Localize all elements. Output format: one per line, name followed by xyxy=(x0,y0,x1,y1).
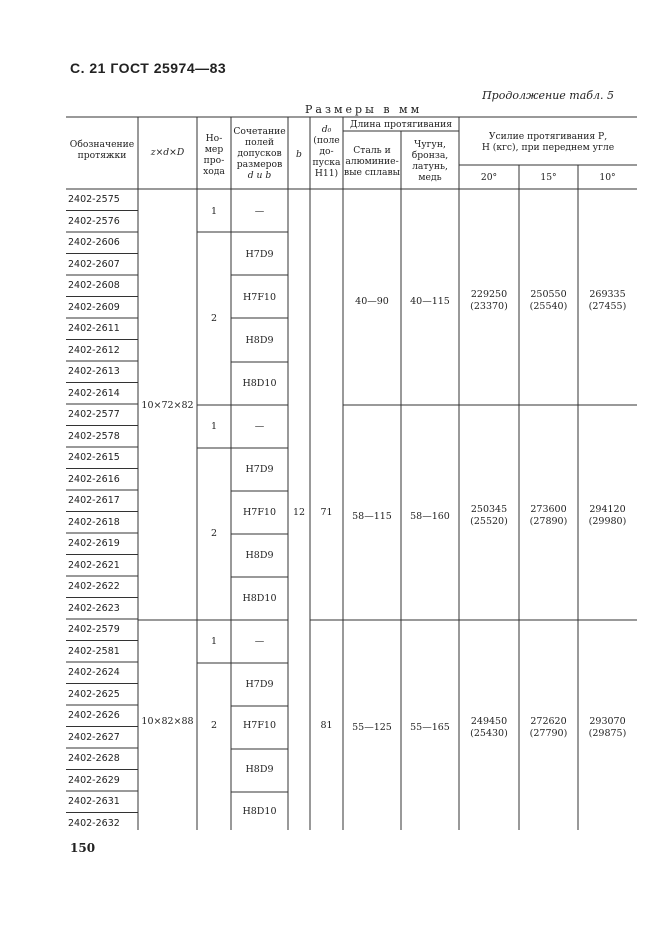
designation-cell: 2402-2631 xyxy=(68,796,120,807)
designation-cell: 2402-2612 xyxy=(68,344,120,356)
designation-cell: 2402-2575 xyxy=(68,194,120,205)
length-iron: 58—160 xyxy=(410,511,450,522)
header-pass-no: Но- мер про- хода xyxy=(203,133,225,177)
header-d0: d₀ (поле до- пуска Н11) xyxy=(312,124,341,179)
tolerance-value: H8D9 xyxy=(245,550,274,561)
force-10: 269335 (27455) xyxy=(588,289,627,312)
pass-value: 1 xyxy=(210,421,218,432)
header-length-steel: Сталь и алюминие- вые сплавы xyxy=(344,145,400,178)
d0-value: 71 xyxy=(320,507,333,518)
length-steel: 55—125 xyxy=(352,722,392,733)
designation-cell: 2402-2632 xyxy=(68,817,120,829)
page-header: С. 21 ГОСТ 25974—83 xyxy=(70,60,227,76)
tolerance-value: — xyxy=(254,421,265,432)
tolerance-value: H7F10 xyxy=(242,720,276,731)
tolerance-value: — xyxy=(254,206,265,217)
pass-value: 2 xyxy=(210,720,218,731)
page-number: 150 xyxy=(70,841,96,855)
designation-cell: 2402-2625 xyxy=(68,688,120,700)
tolerance-value: H8D9 xyxy=(245,764,274,775)
force-20: 229250 (23370) xyxy=(470,289,508,312)
designation-cell: 2402-2613 xyxy=(68,366,120,377)
designation-cell: 2402-2606 xyxy=(68,237,120,248)
tolerance-value: H7F10 xyxy=(242,292,276,303)
designation-cell: 2402-2609 xyxy=(68,301,120,313)
tolerance-value: H7F10 xyxy=(242,507,276,518)
b-value: 12 xyxy=(292,507,306,518)
tolerance-value: H8D10 xyxy=(242,806,277,817)
designation-cell: 2402-2611 xyxy=(68,323,120,334)
designation-cell: 2402-2577 xyxy=(68,409,120,420)
force-20: 249450 (25430) xyxy=(470,716,508,739)
zdD-group-1: 10×72×82 xyxy=(141,400,194,411)
designation-cell: 2402-2581 xyxy=(68,645,120,657)
designation-cell: 2402-2576 xyxy=(68,215,120,227)
header-force: Усилие протягивания Р, Н (кгс), при переднем угле xyxy=(481,131,615,153)
dimensions-label: Размеры в мм xyxy=(305,103,423,116)
tolerance-value: H7D9 xyxy=(245,249,274,260)
length-steel: 58—115 xyxy=(352,511,392,522)
tolerance-value: H8D9 xyxy=(245,335,274,346)
tolerance-value: H8D10 xyxy=(242,378,277,389)
force-20: 250345 (25520) xyxy=(470,504,508,527)
header-designation: Обозначение протяжки xyxy=(69,139,135,161)
header-tolerance-combo: Сочетание полей допусков размеров d и b xyxy=(233,126,286,181)
designation-cell: 2402-2616 xyxy=(68,473,120,485)
tolerance-value: H8D10 xyxy=(242,593,277,604)
header-b: b xyxy=(296,149,302,160)
designation-cell: 2402-2614 xyxy=(68,387,120,399)
designation-cell: 2402-2615 xyxy=(68,452,120,463)
pass-value: 2 xyxy=(210,313,218,324)
length-iron: 55—165 xyxy=(410,722,450,733)
designation-cell: 2402-2624 xyxy=(68,667,120,678)
designation-cell: 2402-2621 xyxy=(68,559,120,571)
force-10: 294120 (29980) xyxy=(588,504,627,527)
header-angle-15: 15° xyxy=(540,172,557,183)
designation-cell: 2402-2619 xyxy=(68,538,120,549)
tolerance-value: — xyxy=(254,636,265,647)
header-length-iron: Чугун, бронза, латунь, медь xyxy=(411,139,449,183)
designation-cell: 2402-2608 xyxy=(68,280,120,291)
force-10: 293070 (29875) xyxy=(588,716,627,739)
force-15: 273600 (27890) xyxy=(529,504,568,527)
header-angle-10: 10° xyxy=(599,172,616,183)
pass-value: 2 xyxy=(210,528,218,539)
designation-cell: 2402-2622 xyxy=(68,581,120,592)
continuation-label: Продолжение табл. 5 xyxy=(482,89,614,102)
d0-value: 81 xyxy=(320,720,333,731)
force-15: 272620 (27790) xyxy=(529,716,568,739)
pass-value: 1 xyxy=(210,206,218,217)
designation-cell: 2402-2627 xyxy=(68,731,120,743)
designation-cell: 2402-2579 xyxy=(68,624,120,635)
designation-cell: 2402-2629 xyxy=(68,774,120,786)
designation-cell: 2402-2623 xyxy=(68,602,120,614)
designation-cell: 2402-2618 xyxy=(68,516,120,528)
header-zdD: z×d×D xyxy=(150,147,185,158)
designation-cell: 2402-2626 xyxy=(68,710,120,721)
designation-cell: 2402-2617 xyxy=(68,495,120,506)
pass-value: 1 xyxy=(210,636,218,647)
force-15: 250550 (25540) xyxy=(529,289,568,312)
length-steel: 40—90 xyxy=(355,296,389,307)
tolerance-value: H7D9 xyxy=(245,464,274,475)
tolerance-value: H7D9 xyxy=(245,679,274,690)
length-iron: 40—115 xyxy=(410,296,450,307)
header-length: Длина протягивания xyxy=(350,119,452,130)
header-angle-20: 20° xyxy=(480,172,498,183)
designation-cell: 2402-2578 xyxy=(68,430,120,442)
zdD-group-2: 10×82×88 xyxy=(141,716,194,727)
designation-cell: 2402-2628 xyxy=(68,753,120,764)
designation-cell: 2402-2607 xyxy=(68,258,120,270)
